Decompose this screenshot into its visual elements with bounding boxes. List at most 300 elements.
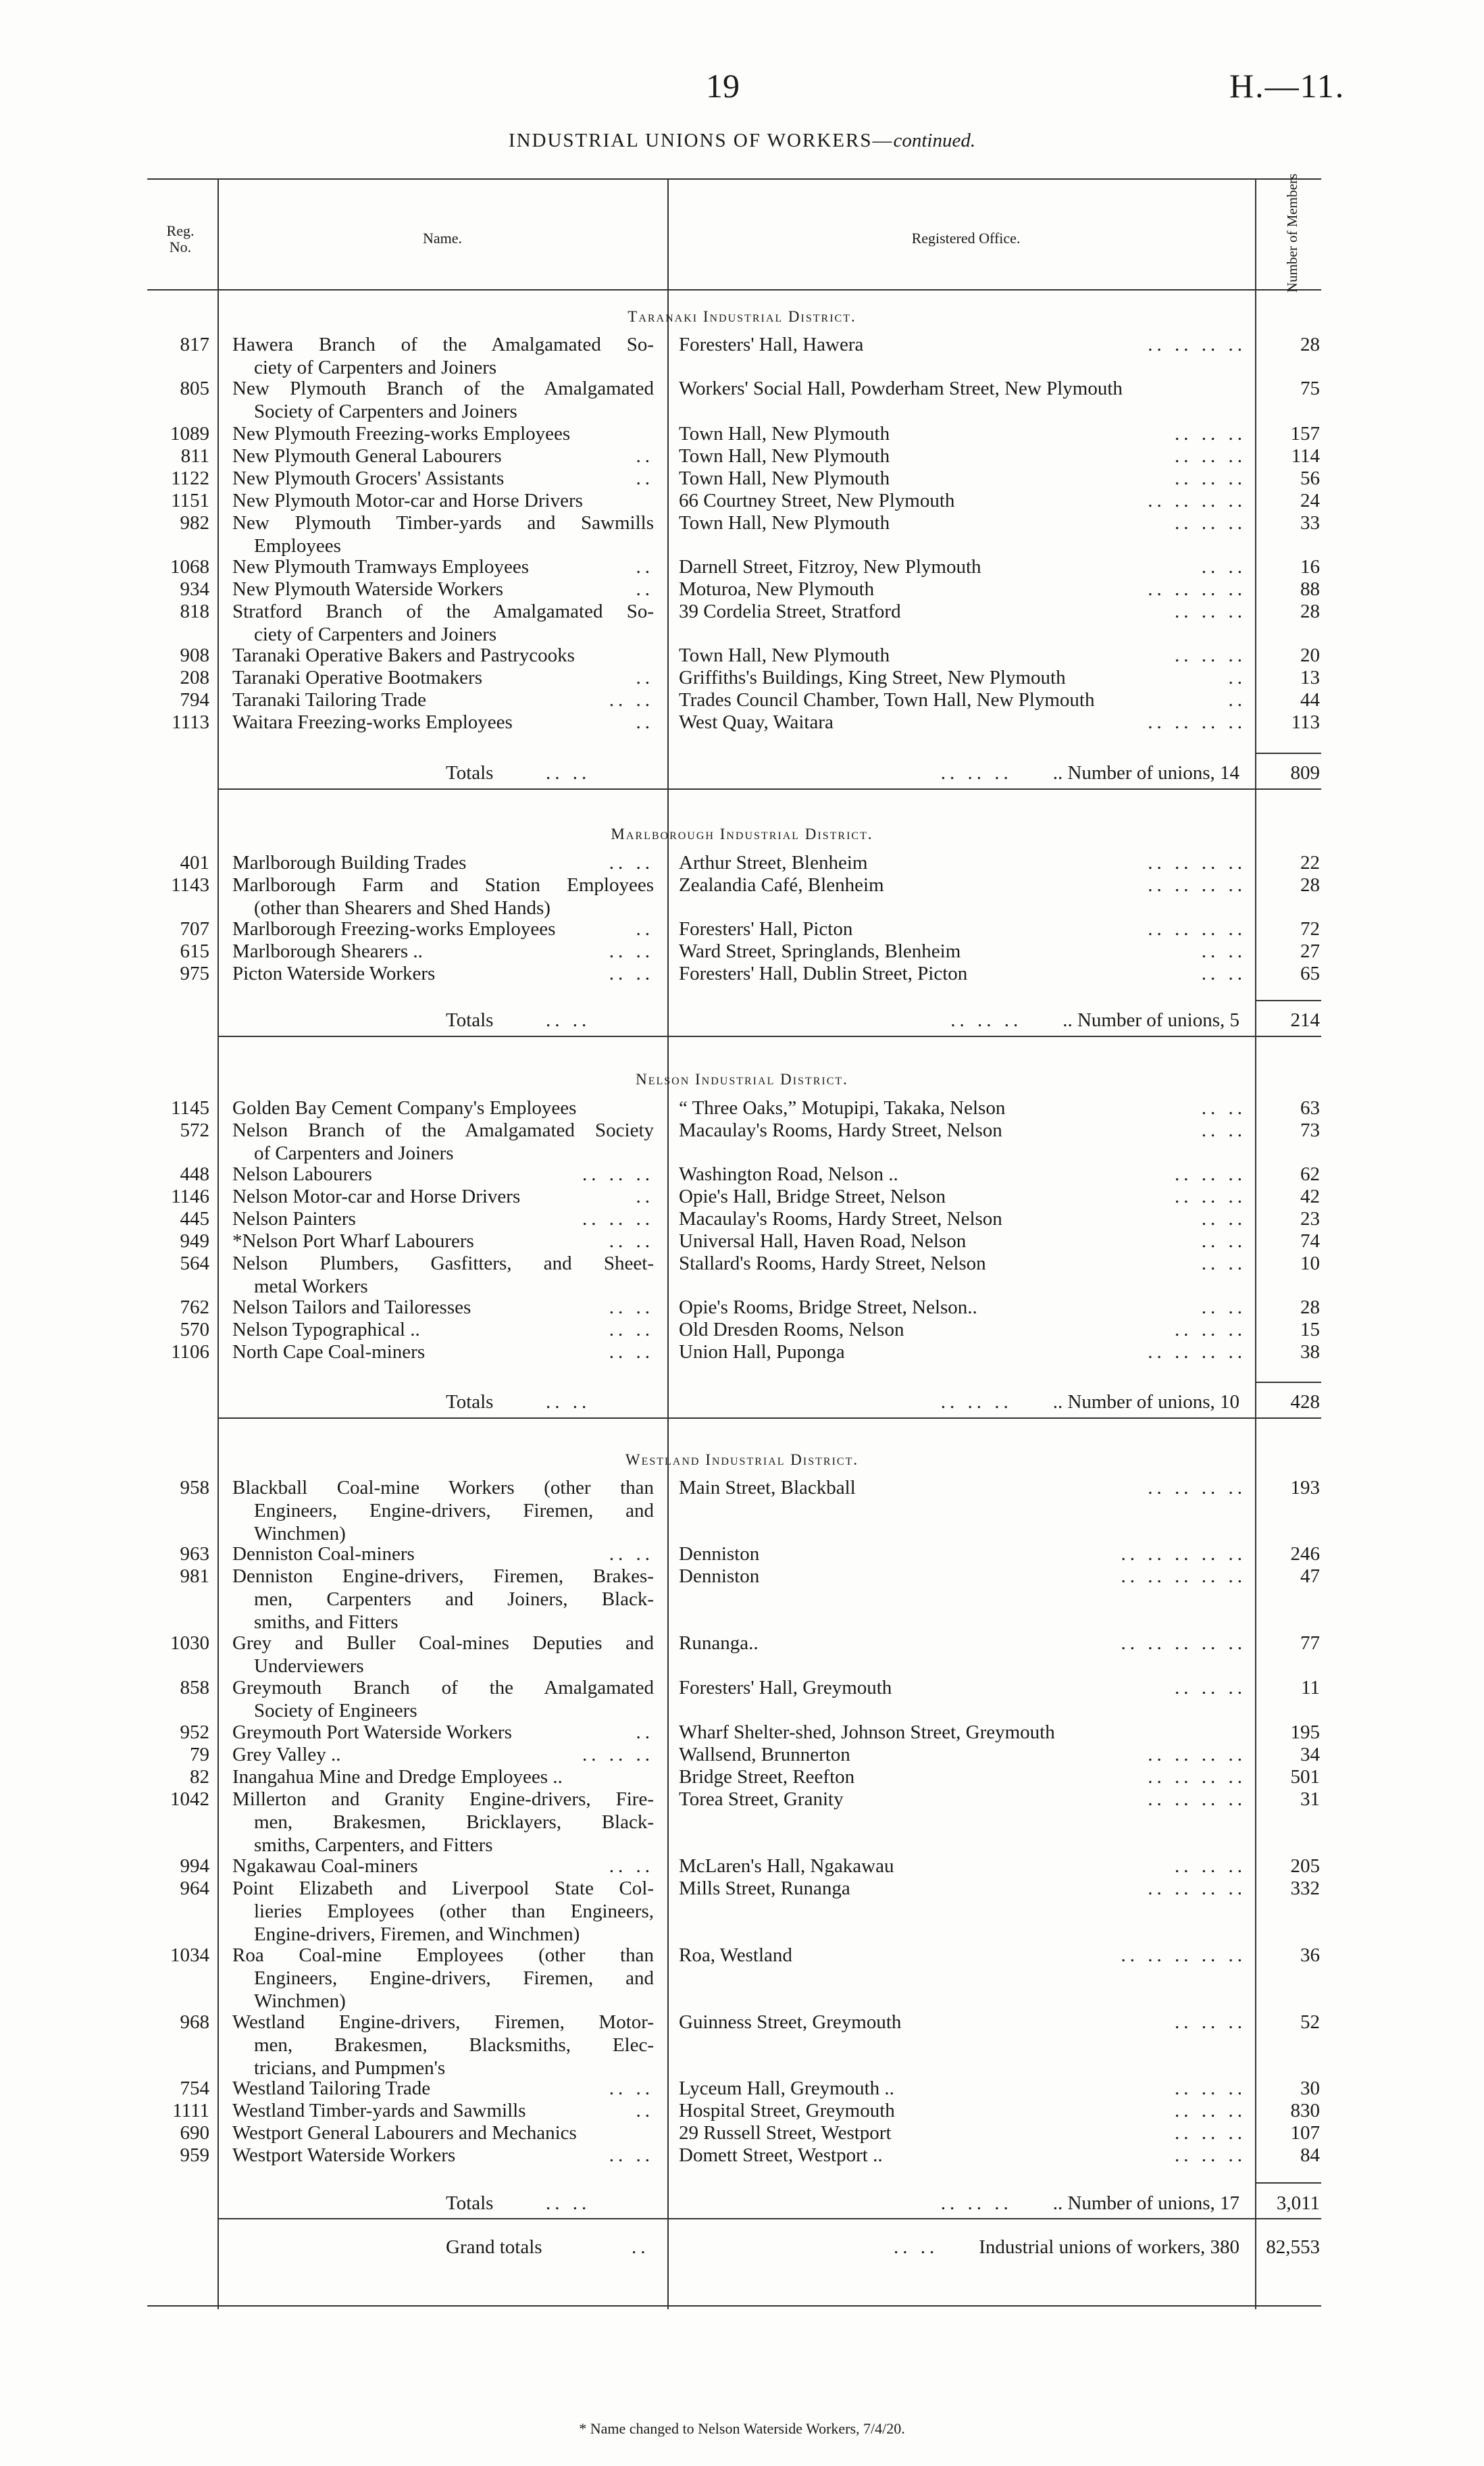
reg-number: 1146 (171, 1186, 209, 1207)
member-count: 38 (1300, 1341, 1320, 1363)
leader-dots: .. .. .. (1175, 445, 1246, 467)
registered-office (679, 1185, 1246, 1208)
union-name-line: metal Workers (254, 1276, 368, 1297)
office-text: Opie's Rooms, Bridge Street, Nelson.. (679, 1297, 977, 1318)
union-name (232, 377, 654, 423)
member-count: 157 (1290, 423, 1320, 445)
union-name (232, 1097, 654, 1119)
union-name-line: Winchmen) (254, 1523, 346, 1544)
registered-office (679, 1163, 1246, 1186)
union-name (232, 2099, 654, 2122)
leader-dots: .. .. .. (1175, 1855, 1246, 1877)
col-rule-1 (218, 178, 219, 2309)
union-name-line: *Nelson Port Wharf Labourers (232, 1230, 474, 1252)
office-text: 66 Courtney Street, New Plymouth (679, 490, 955, 511)
leader-dots: .. .. (1201, 1119, 1246, 1141)
header-name: Name. (422, 230, 463, 247)
union-name-line: Taranaki Operative Bakers and Pastrycooks (232, 645, 575, 666)
leader-dots: .. .. .. .. .. (1121, 1565, 1246, 1587)
union-name (232, 917, 654, 940)
office-text: Town Hall, New Plymouth (679, 423, 890, 445)
leader-dots: .. .. .. (1175, 1677, 1246, 1698)
registered-office (679, 1721, 1246, 1744)
union-name-line: Winchmen) (254, 1990, 346, 2012)
union-name-line: Golden Bay Cement Company's Employees (232, 1097, 577, 1119)
union-name-line: Engineers, Engine-drivers, Firemen, and (254, 1500, 654, 1521)
reg-number: 82 (190, 1766, 209, 1788)
office-text: Zealandia Café, Blenheim (679, 874, 884, 896)
leader-dots: .. .. .. .. .. (1121, 1944, 1246, 1966)
union-name-line: ciety of Carpenters and Joiners (254, 624, 497, 645)
union-name-line: Society of Carpenters and Joiners (254, 401, 517, 422)
section-rule (218, 2218, 1255, 2219)
union-name-line: New Plymouth Motor-car and Horse Drivers (232, 490, 583, 511)
union-name-line: Inangahua Mine and Dredge Employees .. (232, 1766, 563, 1788)
union-name (232, 1565, 654, 1634)
leader-dots: .. .. .. (940, 1391, 1013, 1413)
registered-office (679, 1788, 1246, 1811)
registered-office (679, 1476, 1246, 1499)
union-name (232, 940, 654, 963)
district-heading: Marlborough Industrial District. (611, 826, 873, 842)
union-name-line: Roa Coal-mine Employees (other than (232, 1944, 654, 1966)
member-count: 63 (1300, 1097, 1320, 1119)
reg-number: 817 (180, 334, 209, 355)
member-count: 113 (1291, 711, 1320, 733)
union-name-line: (other than Shearers and Shed Hands) (254, 897, 551, 919)
union-name-line: New Plymouth Grocers' Assistants (232, 468, 505, 489)
registered-office (679, 422, 1246, 445)
totals-top-rule (1255, 1382, 1321, 1383)
union-name (232, 600, 654, 646)
registered-office (679, 2144, 1246, 2167)
union-name-line: New Plymouth Freezing-works Employees (232, 423, 571, 445)
totals-label: Totals (446, 1391, 494, 1413)
member-count: 114 (1291, 445, 1320, 467)
union-name (232, 644, 654, 667)
office-text: Denniston (679, 1543, 760, 1565)
leader-dots: .. .. (1201, 1208, 1246, 1230)
title-continued: continued. (893, 130, 976, 151)
leader-dots: .. .. .. .. .. (1121, 1543, 1246, 1565)
registered-office (679, 1676, 1246, 1699)
office-text: Moturoa, New Plymouth (679, 578, 875, 600)
office-text: Hospital Street, Greymouth (679, 2100, 895, 2121)
union-name (232, 511, 654, 557)
reg-number: 1143 (171, 874, 209, 896)
member-count: 42 (1300, 1186, 1320, 1207)
union-name (232, 962, 654, 985)
leader-dots: .. .. .. (1175, 468, 1246, 489)
union-name-line: Ngakawau Coal-miners (232, 1855, 418, 1877)
union-count (679, 1391, 1239, 1413)
header-bottom-rule (147, 289, 1321, 291)
header-members-label: Number of Members (1284, 173, 1300, 293)
totals-members: 214 (1290, 1009, 1320, 1031)
registered-office (679, 940, 1246, 963)
member-count: 72 (1300, 918, 1320, 940)
union-name (232, 1252, 654, 1298)
member-count: 65 (1300, 963, 1320, 984)
leader-dots: .. .. (1201, 1230, 1246, 1252)
totals-top-rule (1255, 2182, 1321, 2184)
union-name-line: men, Brakesmen, Bricklayers, Black- (254, 1811, 654, 1833)
reg-number: 615 (180, 940, 209, 962)
member-count: 28 (1300, 1297, 1320, 1318)
registered-office (679, 666, 1246, 689)
registered-office (679, 851, 1246, 874)
union-name-line: Westland Engine-drivers, Firemen, Motor- (232, 2011, 654, 2033)
union-name (232, 1944, 654, 2013)
office-text: Griffiths's Buildings, King Street, New Plymouth (679, 667, 1066, 688)
reg-number: 963 (180, 1543, 209, 1565)
office-text: West Quay, Waitara (679, 711, 834, 733)
section-rule (218, 1417, 1255, 1419)
member-count: 28 (1300, 874, 1320, 896)
header-no-label: No. (169, 238, 192, 255)
totals-members: 809 (1290, 762, 1320, 784)
registered-office (679, 555, 1246, 578)
reg-number: 981 (180, 1565, 209, 1587)
registered-office (679, 1097, 1246, 1119)
reg-number: 1145 (171, 1097, 209, 1119)
registered-office (679, 1765, 1246, 1788)
district-heading: Nelson Industrial District. (636, 1071, 848, 1088)
section-rule (218, 788, 1255, 790)
registered-office (679, 1318, 1246, 1341)
member-count: 22 (1300, 852, 1320, 874)
union-name-line: Millerton and Granity Engine-drivers, Fire- (232, 1788, 654, 1810)
office-text: Roa, Westland (679, 1944, 792, 1966)
reg-number: 805 (180, 378, 209, 399)
union-name-line: Blackball Coal-mine Workers (other than (232, 1477, 654, 1499)
header-reg-label: Reg. (166, 222, 195, 239)
office-text: Ward Street, Springlands, Blenheim (679, 940, 961, 962)
leader-dots: .. .. (1201, 940, 1246, 962)
union-name (232, 489, 654, 512)
union-name-line: Marlborough Building Trades (232, 852, 467, 874)
office-text: McLaren's Hall, Ngakawau (679, 1855, 894, 1877)
office-text: Universal Hall, Haven Road, Nelson (679, 1230, 967, 1252)
union-count-text: .. Number of unions, 14 (1052, 762, 1239, 784)
member-count: 11 (1301, 1677, 1320, 1698)
office-text: Darnell Street, Fitzroy, New Plymouth (679, 556, 981, 578)
union-name-line: New Plymouth Branch of the Amalgamated (232, 378, 654, 399)
registered-office (679, 2099, 1246, 2122)
registered-office (679, 1207, 1246, 1230)
union-name-line: Nelson Branch of the Amalgamated Society (232, 1119, 654, 1141)
registered-office (679, 377, 1246, 400)
union-name (232, 1542, 654, 1565)
union-name-line: lieries Employees (other than Engineers, (254, 1901, 654, 1922)
union-name (232, 2077, 654, 2100)
registered-office (679, 1296, 1246, 1319)
registered-office (679, 917, 1246, 940)
leader-dots: .. .. .. .. (1148, 874, 1246, 896)
registered-office (679, 1230, 1246, 1253)
registered-office (679, 467, 1246, 490)
office-text: Denniston (679, 1565, 760, 1587)
leader-dots: .. .. .. (1175, 512, 1246, 534)
member-count: 28 (1300, 334, 1320, 355)
leader-dots: .. .. .. .. (1148, 490, 1246, 511)
leader-dots: .. .. (546, 762, 591, 784)
page-number: 19 (706, 67, 740, 105)
union-name-line: Taranaki Operative Bootmakers (232, 667, 482, 688)
leader-dots: .. .. .. .. (1148, 852, 1246, 874)
union-name (232, 333, 654, 379)
leader-dots: .. (636, 556, 654, 578)
union-name-line: New Plymouth Timber-yards and Sawmills (232, 512, 654, 534)
registered-office (679, 1743, 1246, 1766)
registered-office (679, 2121, 1246, 2144)
reg-number: 959 (180, 2144, 209, 2166)
member-count: 30 (1300, 2078, 1320, 2099)
leader-dots: .. .. .. .. .. (1121, 1632, 1246, 1654)
union-name-line: New Plymouth Tramways Employees (232, 556, 530, 578)
office-text: Town Hall, New Plymouth (679, 445, 890, 467)
union-name (232, 578, 654, 601)
union-name (232, 2011, 654, 2080)
union-count (679, 1009, 1239, 1032)
union-count-text: .. Number of unions, 5 (1063, 1009, 1239, 1031)
office-text: Runanga.. (679, 1632, 759, 1654)
member-count: 193 (1290, 1477, 1320, 1499)
member-count: 28 (1300, 601, 1320, 622)
member-count: 73 (1300, 1119, 1320, 1141)
union-name (232, 1230, 654, 1253)
reg-number: 1122 (171, 468, 209, 489)
member-count: 13 (1300, 667, 1320, 688)
leader-dots: .. .. .. .. (1148, 1477, 1246, 1499)
union-name (232, 555, 654, 578)
document-code: H.—11. (1229, 67, 1346, 105)
union-name-line: Marlborough Farm and Station Employees (232, 874, 654, 896)
page-title (0, 130, 1484, 152)
leader-dots: .. (636, 578, 654, 600)
office-text: Washington Road, Nelson .. (679, 1163, 898, 1185)
union-name-line: ciety of Carpenters and Joiners (254, 357, 497, 378)
leader-dots: .. .. .. (1175, 601, 1246, 622)
leader-dots: .. .. (546, 1009, 591, 1031)
member-count: 830 (1290, 2100, 1320, 2121)
leader-dots: .. .. (609, 940, 654, 962)
totals-top-rule (1255, 753, 1321, 754)
reg-number: 858 (180, 1677, 209, 1698)
leader-dots: .. (636, 918, 654, 940)
registered-office (679, 688, 1246, 711)
member-count: 56 (1300, 468, 1320, 489)
member-count: 20 (1300, 645, 1320, 666)
leader-dots: .. .. (1201, 1253, 1246, 1274)
member-count: 88 (1300, 578, 1320, 600)
reg-number: 958 (180, 1477, 209, 1499)
member-count: 31 (1300, 1788, 1320, 1810)
office-text: 29 Russell Street, Westport (679, 2122, 892, 2144)
member-count: 44 (1300, 689, 1320, 711)
totals-members: 3,011 (1276, 2192, 1320, 2214)
reg-number: 934 (180, 578, 209, 600)
office-text: Foresters' Hall, Dublin Street, Picton (679, 963, 968, 984)
reg-number: 572 (180, 1119, 209, 1141)
header-members (1273, 173, 1312, 293)
union-name (232, 1743, 654, 1766)
union-name-line: Nelson Typographical .. (232, 1319, 420, 1340)
leader-dots: .. .. (609, 1855, 654, 1877)
union-name (232, 1676, 654, 1722)
member-count: 15 (1300, 1319, 1320, 1340)
reg-number: 811 (180, 445, 209, 467)
union-name-line: men, Brakesmen, Blacksmiths, Elec- (254, 2034, 654, 2056)
office-text: Arthur Street, Blenheim (679, 852, 868, 874)
leader-dots: .. (636, 1721, 654, 1743)
registered-office (679, 874, 1246, 897)
office-text: Domett Street, Westport .. (679, 2144, 883, 2166)
office-text: Old Dresden Rooms, Nelson (679, 1319, 904, 1340)
office-text: Town Hall, New Plymouth (679, 468, 890, 489)
union-name-line: New Plymouth Waterside Workers (232, 578, 504, 600)
grand-totals-label: Grand totals (446, 2236, 542, 2258)
leader-dots: .. (636, 468, 654, 489)
reg-number: 994 (180, 1855, 209, 1877)
leader-dots: .. (636, 711, 654, 733)
grand-totals-members: 82,553 (1266, 2236, 1320, 2258)
member-count: 246 (1290, 1543, 1320, 1565)
union-name-line: Engine-drivers, Firemen, and Winchmen) (254, 1923, 580, 1945)
office-text: Trades Council Chamber, Town Hall, New Plymouth (679, 689, 1095, 711)
leader-dots: .. .. .. .. (1148, 1744, 1246, 1765)
reg-number: 908 (180, 645, 209, 666)
section-rule (218, 1036, 1255, 1037)
union-count-text: .. Number of unions, 17 (1052, 2192, 1239, 2214)
leader-dots: .. .. .. .. (1148, 918, 1246, 940)
union-name-line: Nelson Painters (232, 1208, 356, 1230)
leader-dots: .. .. (609, 2144, 654, 2166)
leader-dots: .. .. (609, 689, 654, 711)
registered-office (679, 2077, 1246, 2100)
office-text: Guinness Street, Greymouth (679, 2011, 902, 2033)
union-name (232, 1340, 654, 1363)
union-name (232, 874, 654, 920)
office-text: Town Hall, New Plymouth (679, 645, 890, 666)
leader-dots: .. (632, 2236, 650, 2258)
leader-dots: .. .. .. (1175, 2144, 1246, 2166)
registered-office (679, 578, 1246, 601)
leader-dots: .. .. .. .. (1148, 711, 1246, 733)
union-name (232, 1788, 654, 1857)
registered-office (679, 1119, 1246, 1142)
totals-bottom-rule (1255, 2218, 1321, 2219)
reg-number: 208 (180, 667, 209, 688)
union-name (232, 851, 654, 874)
union-name-line: Picton Waterside Workers (232, 963, 436, 984)
registered-office (679, 1944, 1246, 1967)
member-count: 34 (1300, 1744, 1320, 1765)
registered-office (679, 489, 1246, 512)
totals-top-rule (1255, 1000, 1321, 1001)
union-name (232, 1877, 654, 1946)
office-text: Mills Street, Runanga (679, 1878, 850, 1899)
leader-dots: .. (636, 445, 654, 467)
union-name-line: tricians, and Pumpmen's (254, 2057, 446, 2079)
union-name (232, 1163, 654, 1186)
union-name (232, 1318, 654, 1341)
leader-dots: .. .. .. (1175, 645, 1246, 666)
registered-office (679, 1565, 1246, 1588)
leader-dots: .. .. .. .. (1148, 1788, 1246, 1810)
union-name-line: Point Elizabeth and Liverpool State Col- (232, 1878, 654, 1899)
reg-number: 794 (180, 689, 209, 711)
union-name (232, 666, 654, 689)
union-name (232, 2144, 654, 2167)
member-count: 10 (1300, 1253, 1320, 1274)
header-office: Registered Office. (911, 230, 1021, 247)
registered-office (679, 1855, 1246, 1878)
office-text: 39 Cordelia Street, Stratford (679, 601, 901, 622)
totals-bottom-rule (1255, 788, 1321, 790)
member-count: 27 (1300, 940, 1320, 962)
office-text: Town Hall, New Plymouth (679, 512, 890, 534)
union-count (679, 762, 1239, 784)
office-text: Wharf Shelter-shed, Johnson Street, Greymouth (679, 1721, 1055, 1743)
union-name-line: Marlborough Shearers .. (232, 940, 423, 962)
leader-dots: .. .. (893, 2236, 939, 2258)
leader-dots: .. .. (1201, 556, 1246, 578)
reg-number: 1113 (172, 711, 209, 733)
reg-number: 1042 (170, 1788, 209, 1810)
leader-dots: .. .. .. (950, 1009, 1023, 1031)
leader-dots: .. .. (609, 1319, 654, 1340)
reg-number: 401 (180, 852, 209, 874)
office-text: Foresters' Hall, Picton (679, 918, 853, 940)
reg-number: 1106 (171, 1341, 209, 1363)
leader-dots: .. .. (609, 1543, 654, 1565)
reg-number: 982 (180, 512, 209, 534)
union-name (232, 467, 654, 490)
member-count: 33 (1300, 512, 1320, 534)
leader-dots: .. .. .. (1175, 2011, 1246, 2033)
leader-dots: .. .. (546, 1391, 591, 1413)
union-name-line: Nelson Motor-car and Horse Drivers (232, 1186, 521, 1207)
union-name-line: Westport Waterside Workers (232, 2144, 456, 2166)
union-name (232, 1207, 654, 1230)
col-rule-3 (1255, 178, 1256, 2309)
reg-number: 564 (180, 1253, 209, 1274)
district-heading: Taranaki Industrial District. (628, 308, 856, 325)
member-count: 84 (1300, 2144, 1320, 2166)
totals-bottom-rule (1255, 1417, 1321, 1419)
member-count: 75 (1300, 378, 1320, 399)
union-name-line: of Carpenters and Joiners (254, 1142, 454, 1164)
office-text: Foresters' Hall, Greymouth (679, 1677, 892, 1698)
union-name (232, 1632, 654, 1678)
leader-dots: .. (636, 2100, 654, 2121)
leader-dots: .. .. .. .. (1148, 578, 1246, 600)
totals-bottom-rule (1255, 1036, 1321, 1037)
header-top-rule (147, 178, 1321, 180)
title-main: INDUSTRIAL UNIONS OF WORKERS— (508, 130, 894, 151)
union-name-line: Grey and Buller Coal-mines Deputies and (232, 1632, 654, 1654)
union-name-line: Marlborough Freezing-works Employees (232, 918, 556, 940)
union-name (232, 2121, 654, 2144)
union-name-line: Denniston Coal-miners (232, 1543, 415, 1565)
office-text: Foresters' Hall, Hawera (679, 334, 864, 355)
leader-dots: .. (1228, 689, 1246, 711)
reg-number: 690 (180, 2122, 209, 2144)
registered-office (679, 333, 1246, 356)
union-name-line: smiths, Carpenters, and Fitters (254, 1834, 493, 1856)
office-text: Macaulay's Rooms, Hardy Street, Nelson (679, 1119, 1002, 1141)
